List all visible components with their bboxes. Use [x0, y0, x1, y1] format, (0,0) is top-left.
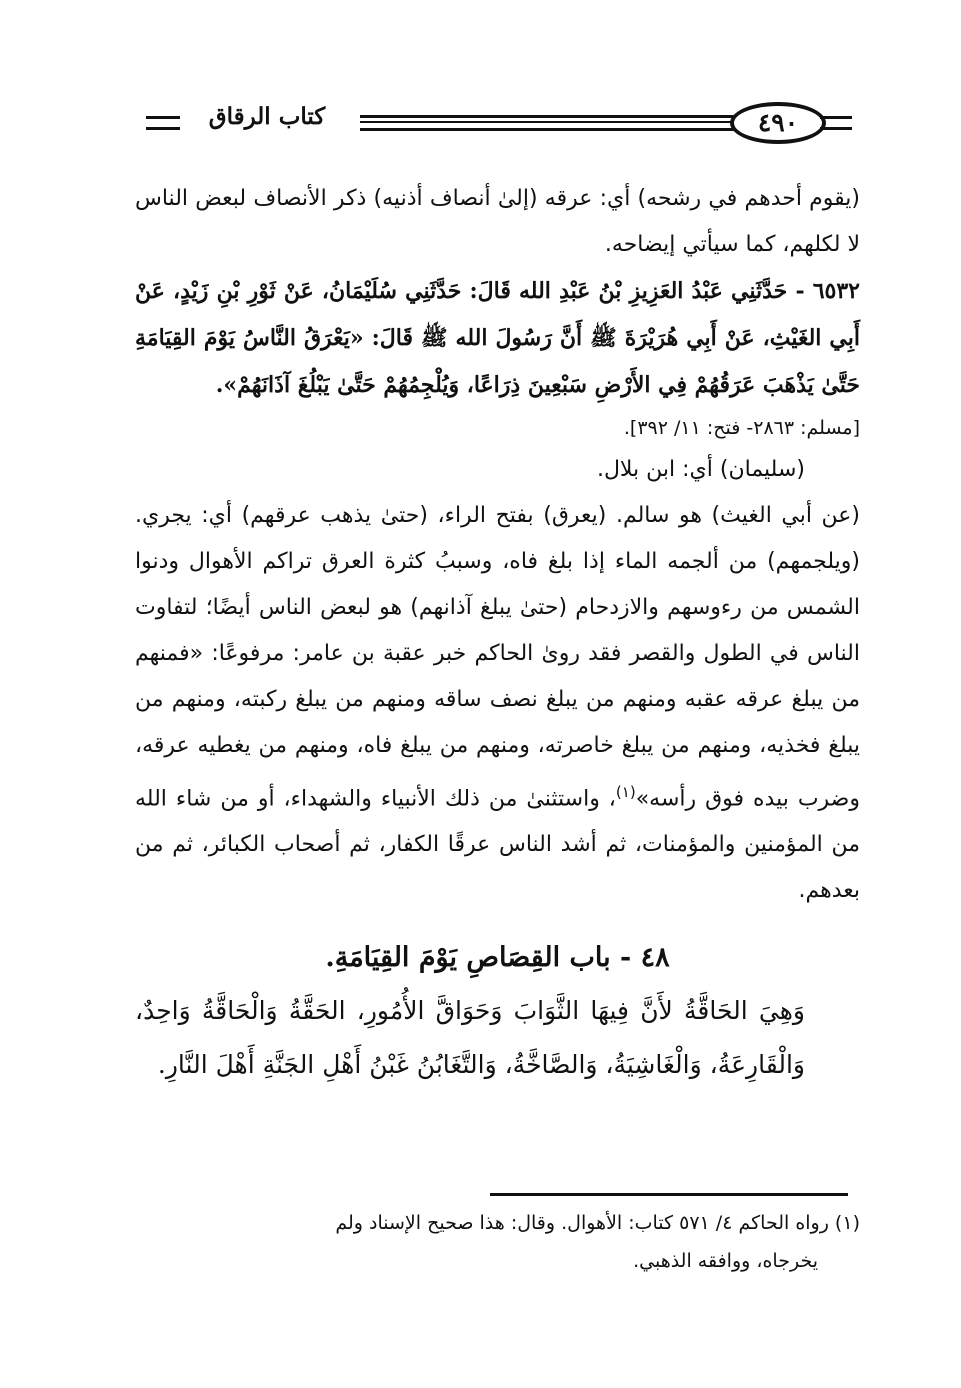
header-ornament-right	[820, 116, 852, 130]
chapter-text: وَهِيَ الحَاقَّةُ لأَنَّ فِيهَا الثَّوَابَ وَحَوَاقَّ الأُمُورِ، الحَقَّةُ وَالْحَاقَّةُ وَاحِدٌ، وَالْقَارِعَةُ، وَالْغَاشِيَةُ، وَالصَّاخَّةُ، وَالتَّغَابُنُ غَبْنُ أَهْلِ الجَنَّةِ أَهْلَ النَّارِ.	[135, 996, 805, 1080]
hadith-text: ٦٥٣٢ - حَدَّثَنِي عَبْدُ العَزِيزِ بْنُ عَبْدِ الله قَالَ: حَدَّثَنِي سُلَيْمَانُ، عَنْ ثَوْرِ بْنِ زَيْدٍ، عَنْ أَبِي الغَيْثِ، عَنْ أَبِي هُرَيْرَةَ ﷺ أَنَّ رَسُولَ الله ﷺ قَالَ: «يَعْرَقُ النَّاسُ يَوْمَ القِيَامَةِ حَتَّىٰ يَذْهَبَ عَرَقُهُمْ فِي الأَرْضِ سَبْعِينَ ذِرَاعًا، وَيُلْجِمُهُمْ حَتَّىٰ يَبْلُغَ آذَانَهُمْ».	[135, 278, 860, 398]
header-rule	[360, 115, 740, 131]
commentary-paragraph-3	[135, 493, 860, 914]
chapter-heading: ٤٨ - باب القِصَاصِ يَوْمَ القِيَامَةِ.	[325, 942, 670, 974]
commentary-paragraph-3-text: (عن أبي الغيث) هو سالم. (يعرق) بفتح الراء، (حتىٰ يذهب عرقهم) أي: يجري. (ويلجمهم) من ألجمه الماء إذا بلغ فاه، وسببُ كثرة العرق تراكم الأهوال ودنوا الشمس من رءوسهم والازدحام (حتىٰ يبلغ آذانهم) هو لبعض الناس أيضًا؛ لتفاوت الناس في الطول والقصر فقد روىٰ الحاكم خبر عقبة بن عامر: مرفوعًا: «فمنهم من يبلغ عرقه عقبه ومنهم من يبلغ نصف ساقه ومنهم من يبلغ ركبته، ومنهم من يبلغ فخذيه، ومنهم من يبلغ خاصرته، ومنهم من يبلغ فاه، ومنهم من يغطيه عرقه، وضرب بيده فوق رأسه»	[135, 503, 860, 812]
page-header	[130, 100, 850, 160]
main-text	[135, 176, 860, 1092]
commentary-paragraph-3-end: ، واستثنىٰ من ذلك الأنبياء والشهداء، أو من شاء الله من المؤمنين والمؤمنات، ثم أشد الناس عرقًا الكفار، ثم أصحاب الكبائر، ثم من بعدهم.	[135, 786, 860, 904]
footnote-line-1: (١) رواه الحاكم ٤/ ٥٧١ كتاب: الأهوال. وقال: هذا صحيح الإسناد ولم	[335, 1212, 860, 1234]
footnote-marker[interactable]: (١)	[615, 783, 636, 801]
commentary-paragraph-1: (يقوم أحدهم في رشحه) أي: عرقه (إلىٰ أنصاف أذنيه) ذكر الأنصاف لبعض الناس لا لكلهم، كما سيأتي إيضاحه.	[135, 186, 860, 257]
footnote-line-2: يخرجاه، ووافقه الذهبي.	[633, 1250, 818, 1272]
page-number: ٤٩٠	[730, 102, 826, 144]
commentary-paragraph-2: (سليمان) أي: ابن بلال.	[596, 457, 805, 482]
hadith-reference: [مسلم: ٢٨٦٣- فتح: ١١/ ٣٩٢].	[623, 417, 860, 439]
header-ornament-left	[146, 116, 180, 130]
footnote-separator	[490, 1193, 848, 1196]
footnote	[135, 1204, 860, 1280]
running-title: كتاب الرقاق	[208, 103, 326, 130]
